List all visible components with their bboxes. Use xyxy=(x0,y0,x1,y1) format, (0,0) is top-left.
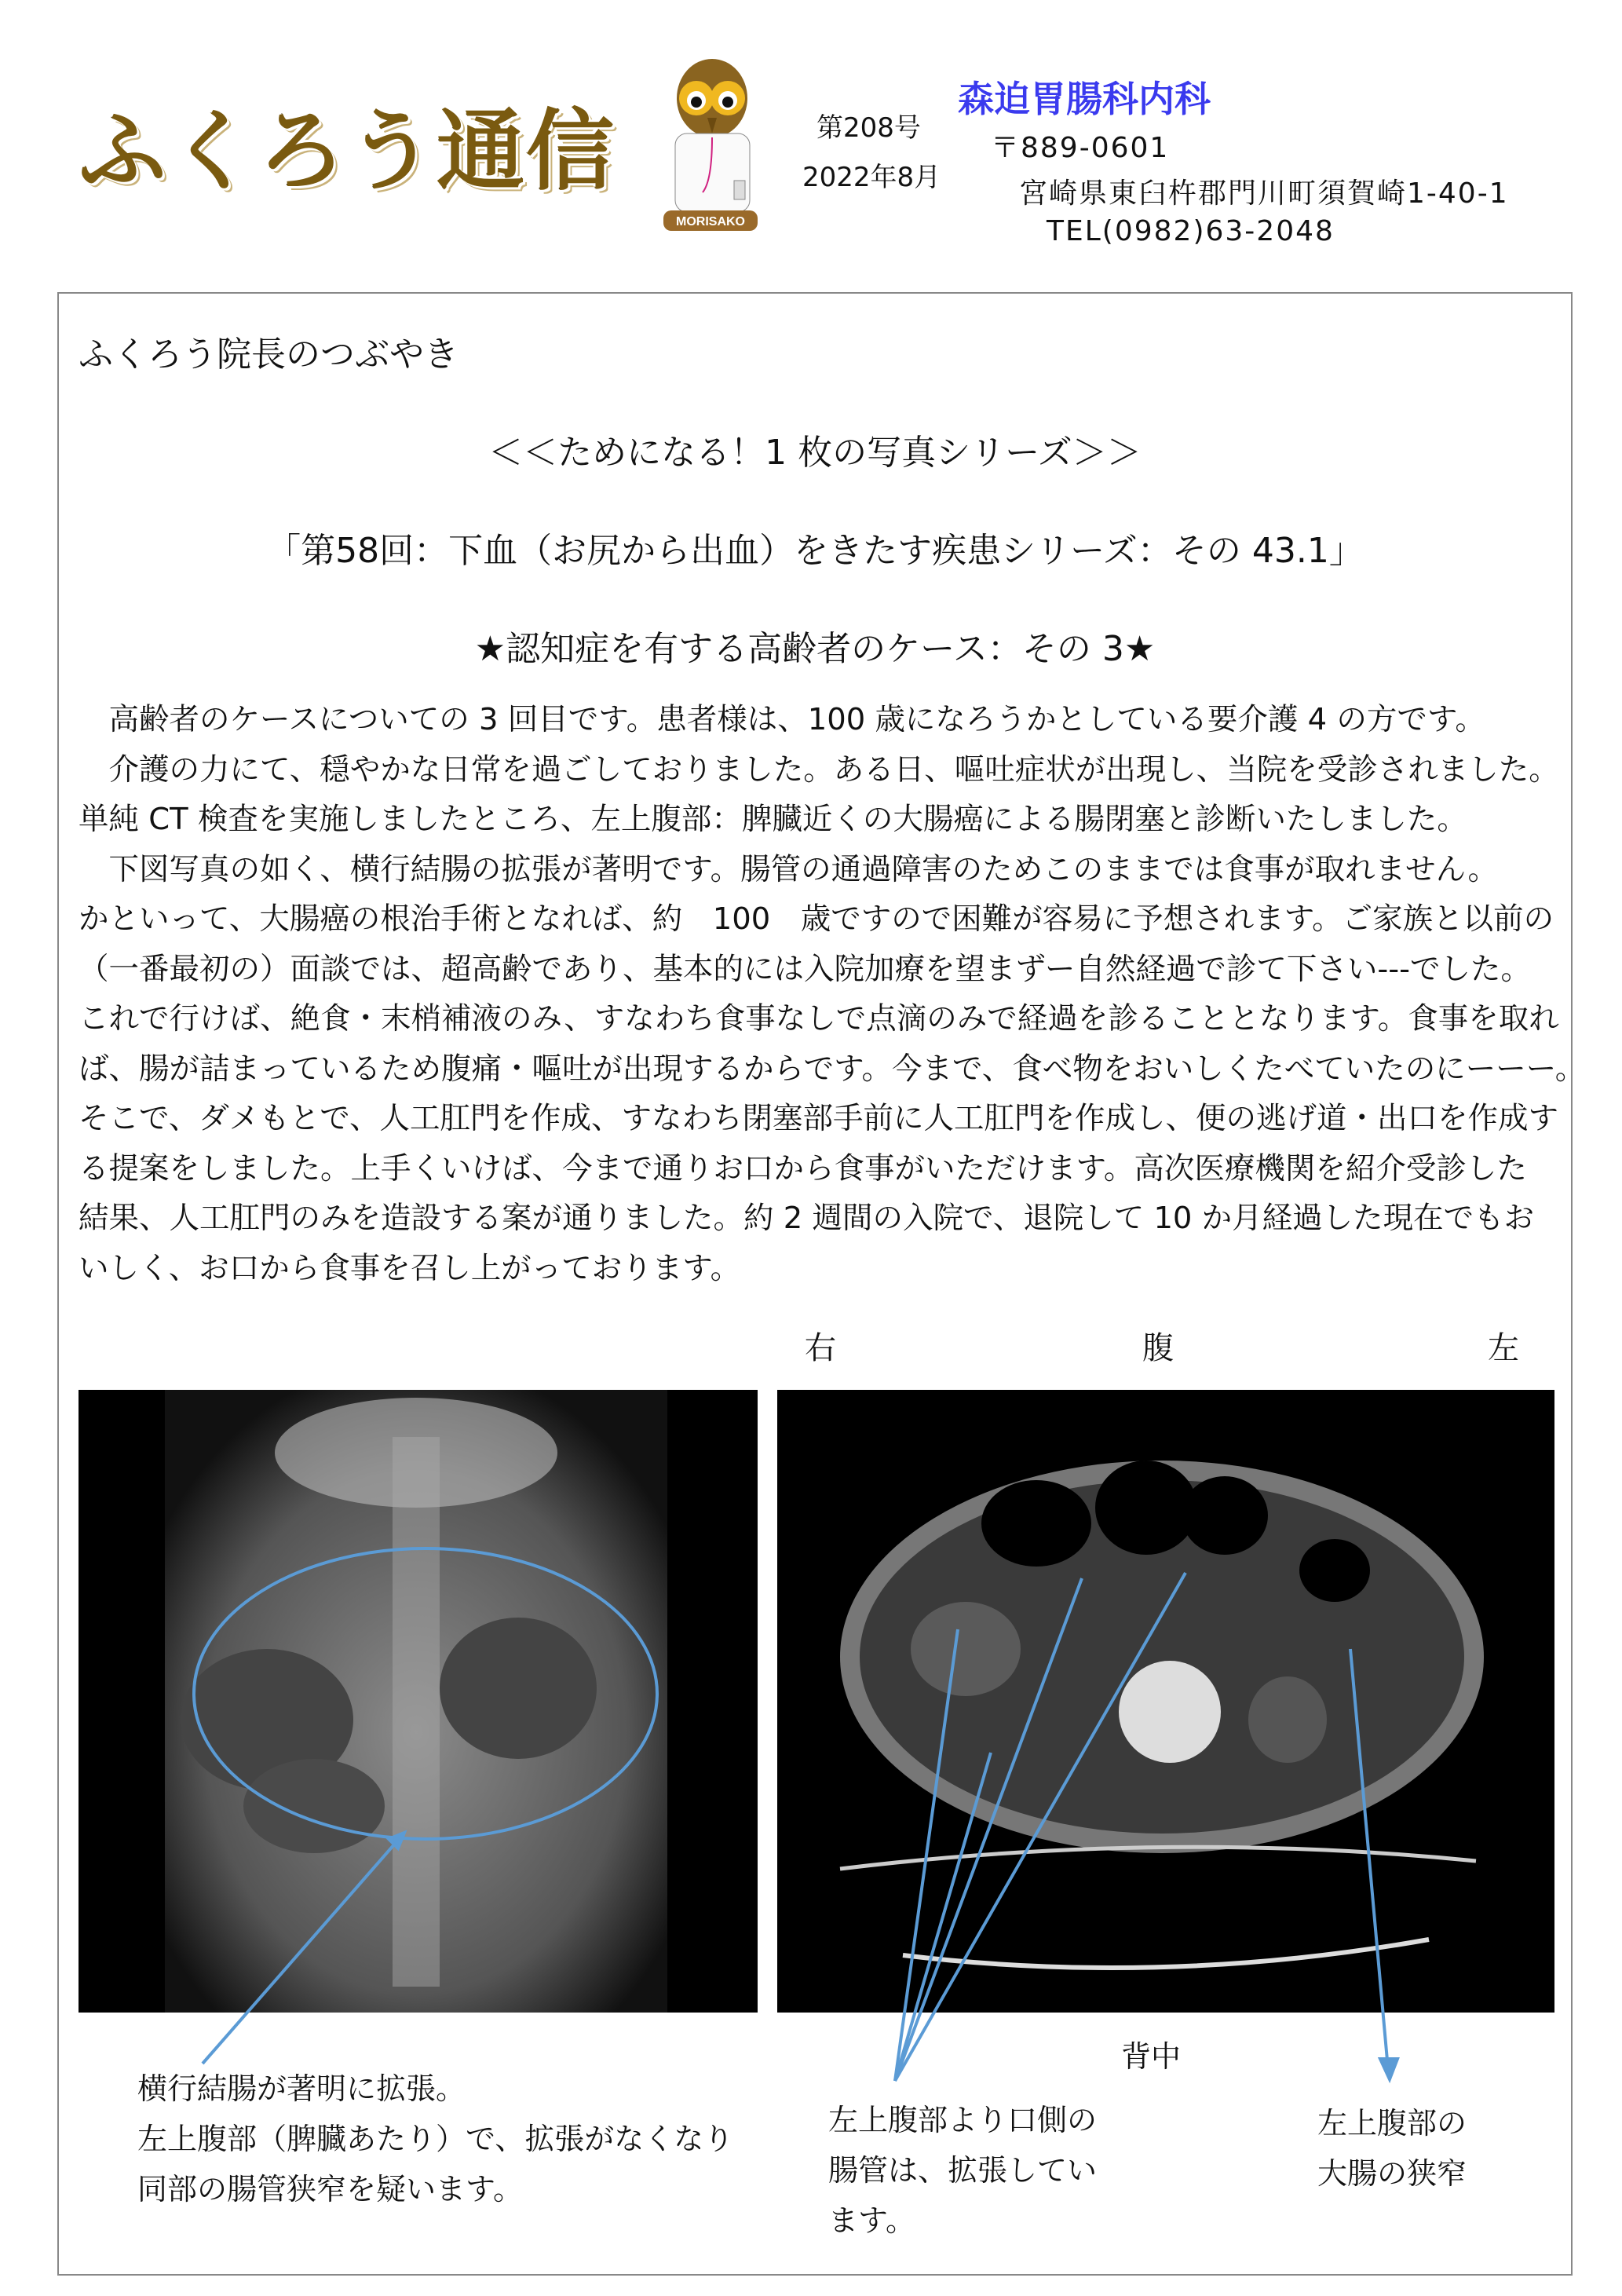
caption-line: 腸管は、拡張してい xyxy=(828,2153,1098,2188)
label-abdomen: 腹 xyxy=(1142,1330,1174,1366)
caption-line: 左上腹部の xyxy=(1317,2106,1467,2141)
xray-caption xyxy=(137,2064,733,2214)
caption-line: 大腸の狭窄 xyxy=(1317,2156,1467,2191)
body-line: これで行けば、絶食・末梢補液のみ、すなわち食事なしで点滴のみで経過を診ることとなります。食事を取れ xyxy=(79,1001,1559,1036)
ct-caption-right xyxy=(1317,2098,1467,2199)
issue-number: 第208号 xyxy=(816,112,921,144)
telephone: TEL(0982)63-2048 xyxy=(1047,215,1335,247)
body-line: 介護の力にて、穏やかな日常を過ごしておりました。ある日、嘔吐症状が出現し、当院を受診されました。 xyxy=(79,751,1559,788)
mascot-label: MORISAKO xyxy=(676,215,745,229)
label-right: 右 xyxy=(805,1330,836,1366)
annotation-line xyxy=(895,1573,1185,2081)
issue-date: 2022年8月 xyxy=(802,162,941,193)
arrow-head xyxy=(1380,2059,1397,2079)
body-line: ば、腸が詰まっているため腹痛・嘔吐が出現するからです。今まで、食べ物をおいしくたべていたのにーーー。 xyxy=(79,1051,1586,1087)
series-heading: ＜＜ためになる！1 枚の写真シリーズ＞＞ xyxy=(488,433,1142,473)
body-line: 結果、人工肛門のみを造設する案が通りました。約 2 週間の入院で、退院して 10 か月経過した現在でもお xyxy=(79,1201,1535,1236)
ct-caption-middle xyxy=(828,2095,1097,2246)
annotation-arrow xyxy=(1350,1649,1388,2069)
annotation-line xyxy=(895,1578,1082,2081)
body-line: そこで、ダメもとで、人工肛門を作成、すなわち閉塞部手前に人工肛門を作成し、便の逃げ道・出口を作成す xyxy=(79,1101,1558,1136)
body-line: る提案をしました。上手くいけば、今まで通りお口から食事がいただけます。高次医療機関を紹介受診した xyxy=(79,1150,1527,1186)
colon-highlight-ellipse xyxy=(194,1548,657,1839)
body-line: （一番最初の）面談では、超高齢であり、基本的には入院加療を望まずー自然経過で診て下さい---でした。 xyxy=(79,951,1532,987)
caption-line: 横行結腸が著明に拡張。 xyxy=(137,2071,466,2106)
body-line: 単純 CT 検査を実施しましたところ、左上腹部：脾臓近くの大腸癌による腸閉塞と診断いたしました。 xyxy=(79,802,1467,837)
annotation-arrow xyxy=(203,1837,400,2064)
section-title: ふくろう院長のつぶやき xyxy=(79,335,458,375)
label-left: 左 xyxy=(1488,1330,1519,1366)
caption-line: ます。 xyxy=(828,2203,915,2238)
episode-heading: 「第58回：下血（お尻から出血）をきたす疾患シリーズ：その 43.1」 xyxy=(266,531,1364,571)
newsletter-title: ふくろう通信 xyxy=(79,100,616,203)
case-subtitle: ★認知症を有する高齢者のケース：その 3★ xyxy=(474,629,1156,669)
annotation-line xyxy=(895,1753,991,2081)
clinic-name: 森迫胃腸科内科 xyxy=(958,78,1211,120)
body-line: かといって、大腸癌の根治手術となれば、約 100 歳ですので困難が容易に予想されます。ご家族と以前の xyxy=(79,901,1554,937)
annotation-line xyxy=(895,1629,958,2081)
body-line: 高齢者のケースについての 3 回目です。患者様は、100 歳になろうかとしている要介護 4 の方です。 xyxy=(79,702,1485,737)
label-back: 背中 xyxy=(1121,2039,1182,2074)
body-line: いしく、お口から食事を召し上がっております。 xyxy=(79,1250,741,1286)
address: 宮崎県東臼杵郡門川町須賀崎1-40-1 xyxy=(1019,177,1509,210)
caption-line: 左上腹部（脾臓あたり）で、拡張がなくなり xyxy=(137,2122,734,2156)
caption-line: 同部の腸管狭窄を疑います。 xyxy=(137,2172,523,2206)
body-line: 下図写真の如く、横行結腸の拡張が著明です。腸管の通過障害のためこのままでは食事が取れません。 xyxy=(79,851,1498,887)
postal-code: 〒889-0601 xyxy=(991,132,1170,164)
caption-line: 左上腹部より口側の xyxy=(828,2103,1098,2137)
